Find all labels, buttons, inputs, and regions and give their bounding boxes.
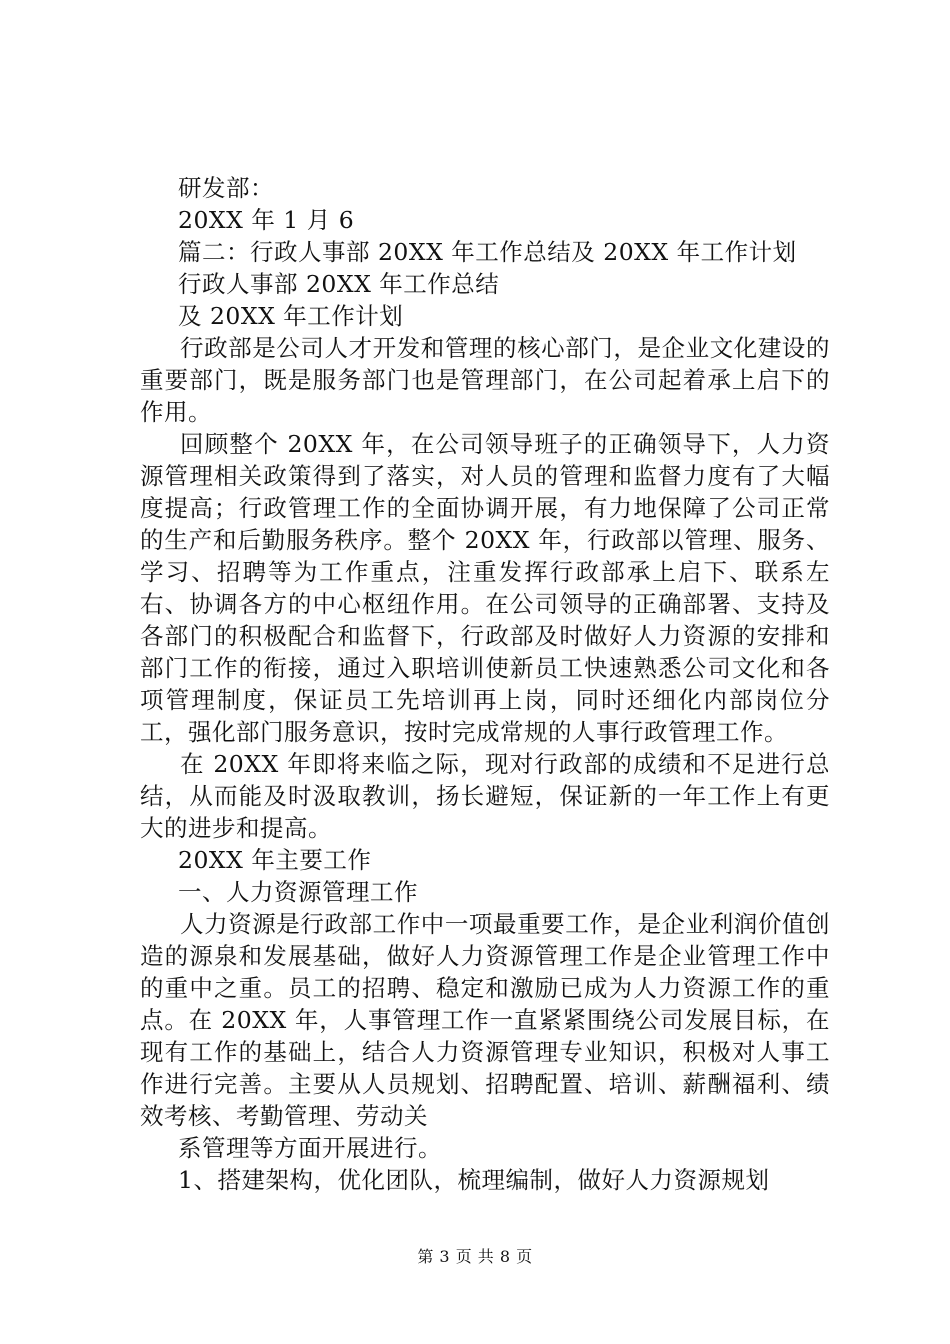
continuation-line: 系管理等方面开展进行。 <box>178 1134 442 1162</box>
paragraph-intro: 行政部是公司人才开发和管理的核心部门，是企业文化建设的重要部门，既是服务部门也是管理部门，在公司起着承上启下的作用。 <box>140 334 830 426</box>
article-title: 篇二：行政人事部 20XX 年工作总结及 20XX 年工作计划 <box>178 238 797 266</box>
subsection-heading: 一、人力资源管理工作 <box>178 878 418 906</box>
paragraph-outlook: 在 20XX 年即将来临之际，现对行政部的成绩和不足进行总结，从而能及时汲取教训，扬长避短，保证新的一年工作上有更大的进步和提高。 <box>140 750 830 842</box>
summary-title-line-2: 及 20XX 年工作计划 <box>178 302 404 330</box>
paragraph-hr: 人力资源是行政部工作中一项最重要工作，是企业利润价值创造的源泉和发展基础，做好人力资源管理工作是企业管理工作中的重中之重。员工的招聘、稳定和激励已成为人力资源工作的重点。在 20XX 年，人事管理工作一直紧紧围绕公司发展目标，在现有工作的基础上，结合人力资源管理专业知识，积极对人事工作进行完善。主要从人员规划、招聘配置、培训、薪酬福利、绩效考核、考勤管理、劳动关 <box>140 910 830 1130</box>
department-line: 研发部： <box>178 174 274 202</box>
paragraph-review: 回顾整个 20XX 年，在公司领导班子的正确领导下，人力资源管理相关政策得到了落实，对人员的管理和监督力度有了大幅度提高；行政管理工作的全面协调开展，有力地保障了公司正常的生产和后勤服务秩序。整个 20XX 年，行政部以管理、服务、学习、招聘等为工作重点，注重发挥行政部承上启下、联系左右、协调各方的中心枢纽作用。在公司领导的正确部署、支持及各部门的积极配合和监督下，行政部及时做好人力资源的安排和部门工作的衔接，通过入职培训使新员工快速熟悉公司文化和各项管理制度，保证员工先培训再上岗，同时还细化内部岗位分工，强化部门服务意识，按时完成常规的人事行政管理工作。 <box>140 430 830 746</box>
summary-title-line-1: 行政人事部 20XX 年工作总结 <box>178 270 500 298</box>
date-line: 20XX 年 1 月 6 <box>178 206 355 234</box>
section-heading: 20XX 年主要工作 <box>178 846 372 874</box>
item-heading-1: 1、搭建架构，优化团队，梳理编制，做好人力资源规划 <box>178 1166 770 1194</box>
document-body <box>140 172 830 1196</box>
page-footer: 第 3 页 共 8 页 <box>417 1247 533 1266</box>
